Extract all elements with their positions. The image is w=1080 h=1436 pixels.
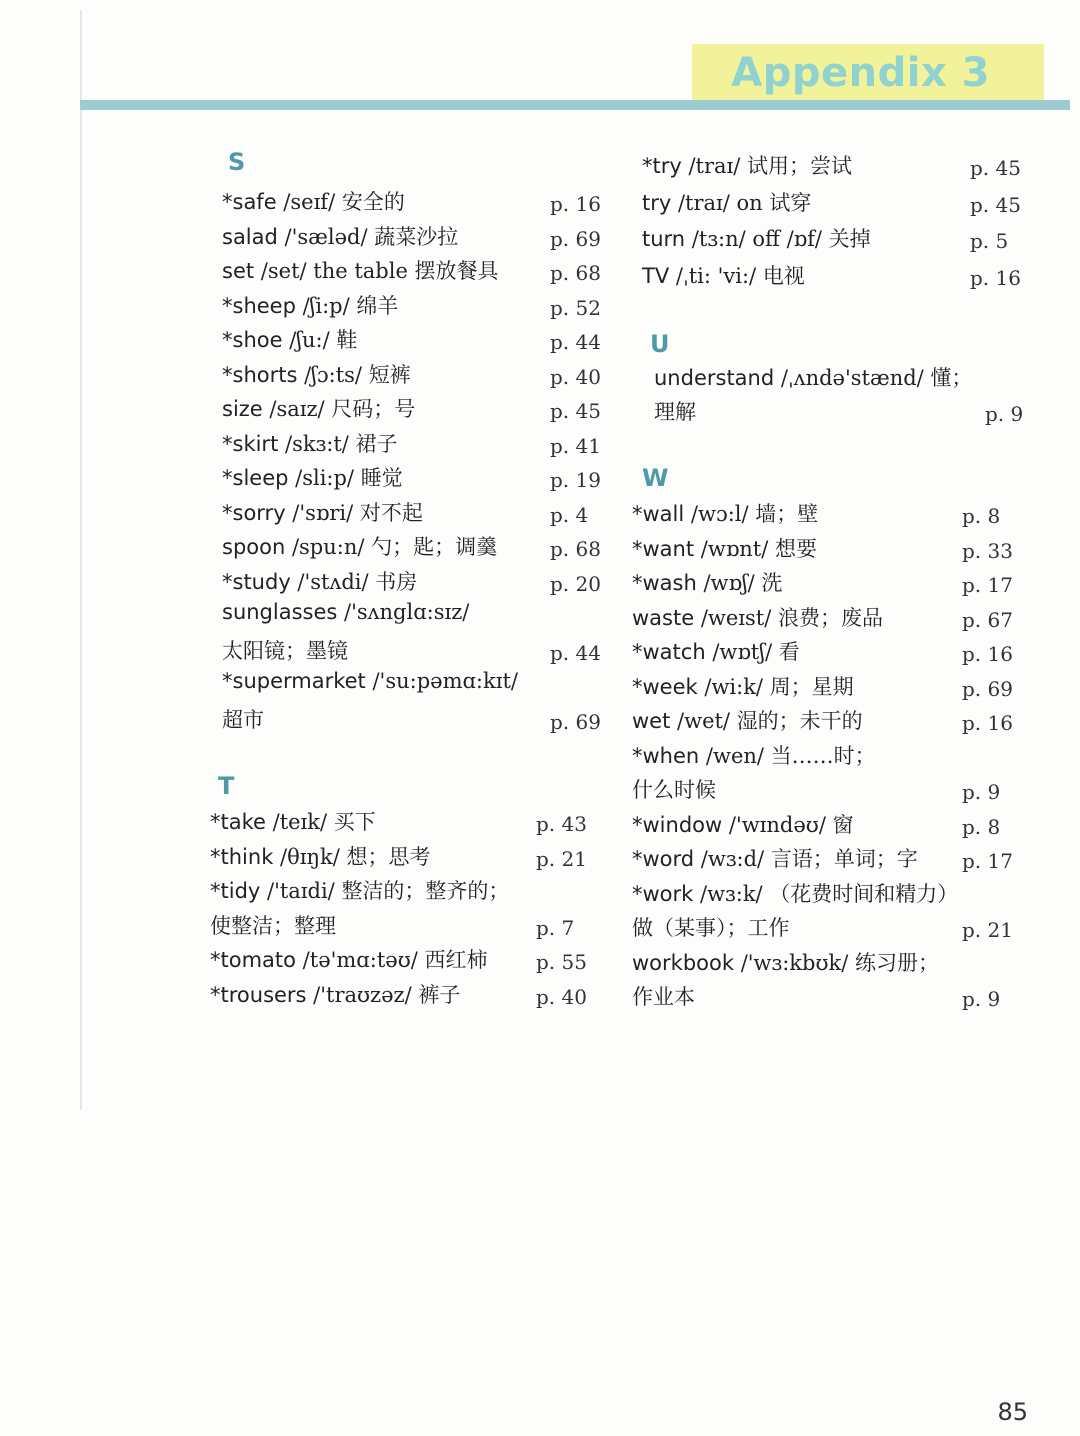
glossary-entry: [222, 221, 458, 251]
entry-phonetic: /spu:n/: [285, 535, 372, 559]
glossary-entry: [632, 878, 958, 908]
entry-meaning: 看: [778, 640, 800, 664]
entry-word: workbook: [632, 950, 735, 975]
entry-page-ref: p. 41: [550, 433, 601, 458]
entry-word: *think: [210, 844, 274, 869]
entry-page-ref: p. 7: [536, 915, 575, 940]
entry-word: *sorry: [222, 500, 286, 525]
entry-meaning: 当……时；: [770, 743, 876, 768]
entry-phonetic: /wɜ:k/: [693, 881, 770, 906]
entry-phonetic: /wɜ:d/: [694, 847, 771, 871]
entry-phonetic: /tɜ:n/: [685, 227, 753, 251]
entry-word: *wash: [632, 571, 697, 595]
entry-page-ref: p. 68: [550, 537, 601, 561]
entry-word: *shoe: [222, 328, 283, 352]
entry-page-ref: p. 9: [985, 402, 1024, 426]
entry-meaning: 蔬菜沙拉: [374, 224, 459, 249]
entry-phonetic: /ʃi:p/: [295, 293, 357, 318]
entry-page-ref: p. 43: [536, 812, 587, 836]
glossary-entry: [222, 635, 348, 665]
entry-meaning: 墙；壁: [755, 502, 819, 526]
entry-phonetic: /wɒtʃ/: [705, 640, 779, 664]
entry-meaning: 什么时候: [632, 778, 716, 802]
entry-meaning: 裤子: [418, 982, 461, 1007]
entry-page-ref: p. 68: [550, 261, 601, 285]
entry-phonetic: /weɪst/: [694, 605, 778, 630]
entry-word: *want: [632, 536, 695, 561]
page-number: 85: [997, 1398, 1028, 1426]
entry-meaning: 鞋: [336, 328, 358, 352]
entry-phonetic: /'sɒri/: [285, 500, 360, 525]
glossary-entry: [642, 260, 805, 290]
section-letter: W: [642, 464, 669, 492]
entry-word: *study: [222, 569, 291, 594]
entry-meaning: 太阳镜；墨镜: [222, 638, 348, 663]
entry-meaning: 使整洁；整理: [210, 913, 336, 938]
entry-phonetic: /'stʌdi/: [290, 569, 376, 594]
glossary-entry: [222, 359, 411, 389]
entry-meaning: 裙子: [355, 431, 398, 456]
entry-meaning: 理解: [654, 400, 696, 424]
glossary-entry: [632, 636, 800, 666]
entry-phonetic: /wet/: [670, 709, 737, 733]
entry-phonetic: /saɪz/: [262, 397, 332, 421]
entry-word: *try: [642, 154, 682, 178]
entry-word: sunglasses: [222, 600, 338, 624]
glossary-entry: [222, 462, 403, 492]
glossary-entry: [632, 705, 863, 735]
entry-meaning: 练习册；: [854, 950, 939, 975]
entry-phonetic: /traɪ/: [671, 190, 737, 215]
entry-phonetic: /ʃu:/: [282, 328, 337, 352]
entry-word: *work: [632, 881, 694, 906]
entry-page-ref: p. 45: [970, 156, 1021, 180]
entry-meaning: 言语；单词；字: [770, 847, 918, 871]
entry-word: try: [642, 190, 672, 215]
entry-page-ref: p. 4: [550, 502, 589, 527]
glossary-entry: [632, 843, 918, 873]
entry-page-ref: p. 45: [970, 192, 1021, 217]
entry-word: *wall: [632, 502, 685, 526]
entry-page-ref: p. 8: [962, 814, 1001, 839]
entry-page-ref: p. 19: [550, 468, 601, 492]
entry-phonetic: /skɜ:t/: [278, 431, 356, 456]
entry-meaning: 买下: [333, 810, 376, 834]
entry-word: set: [222, 259, 255, 283]
entry-meaning: 想；思考: [346, 844, 431, 869]
entry-phonetic: /'su:pəmɑ:kɪt/: [365, 669, 518, 693]
entry-meaning: 书房: [375, 569, 418, 594]
glossary-entry: [632, 774, 716, 804]
entry-phonetic: /'taɪdi/: [260, 879, 342, 903]
entry-phonetic: /θɪŋk/: [273, 844, 347, 869]
entry-phonetic: /wi:k/: [697, 674, 770, 699]
entry-meaning: 湿的；未干的: [736, 709, 863, 733]
header-band: [80, 100, 1070, 110]
entry-word: size: [222, 397, 263, 421]
entry-meaning: 周；星期: [769, 674, 854, 699]
glossary-entry: [642, 187, 811, 217]
glossary-entry: [222, 393, 415, 423]
glossary-entry: [632, 809, 854, 839]
entry-word: *tidy: [210, 879, 261, 903]
entry-meaning: 西红柿: [424, 948, 488, 972]
entry-word: turn: [642, 227, 686, 251]
entry-phonetic: /wen/: [699, 743, 771, 768]
glossary-entry: [654, 362, 972, 392]
entry-word: *safe: [222, 190, 277, 214]
entry-meaning: 对不起: [359, 500, 423, 525]
entry-page-ref: p. 16: [970, 265, 1021, 290]
entry-word: *sleep: [222, 466, 289, 490]
glossary-entry: [632, 740, 876, 770]
entry-meaning: 作业本: [632, 985, 695, 1009]
entry-page-ref: p. 8: [962, 504, 1001, 528]
entry-phonetic: /'sʌnglɑ:sɪz/: [337, 600, 470, 624]
entry-meaning: 绵羊: [356, 293, 399, 318]
entry-meaning: 睡觉: [360, 466, 403, 490]
entry-word: wet: [632, 709, 671, 733]
entry-meaning: 懂；: [930, 366, 973, 390]
glossary-entry: [210, 806, 376, 836]
glossary-entry: [222, 704, 264, 734]
entry-page-ref: p. 21: [962, 918, 1013, 942]
entry-meaning: 想要: [774, 536, 817, 561]
entry-meaning: 浪费；废品: [777, 605, 883, 630]
entry-page-ref: p. 16: [962, 642, 1013, 666]
entry-page-ref: p. 9: [962, 780, 1001, 804]
entry-word: *watch: [632, 640, 706, 664]
entry-word: *window: [632, 812, 723, 837]
entry-phonetic: /seɪf/: [276, 190, 342, 214]
entry-page-ref: p. 69: [962, 676, 1013, 701]
glossary-entry: [222, 497, 423, 527]
entry-word: spoon: [222, 535, 286, 559]
entry-word: *word: [632, 847, 695, 871]
entry-meaning: 做（某事）；工作: [632, 916, 790, 940]
entry-phonetic: /'wɜ:kbʊk/: [734, 950, 855, 975]
entry-meaning: the table 摆放餐具: [313, 259, 499, 283]
entry-meaning: off /ɒf/ 关掉: [752, 227, 871, 251]
entry-page-ref: p. 52: [550, 295, 601, 320]
entry-meaning: 勺；匙；调羹: [371, 535, 498, 559]
entry-phonetic: /'sæləd/: [277, 224, 375, 249]
entry-page-ref: p. 5: [970, 229, 1009, 253]
page-title: Appendix 3: [731, 50, 990, 96]
entry-word: TV: [642, 263, 670, 288]
glossary-entry: [654, 396, 696, 426]
entry-phonetic: /tə'mɑ:təʊ/: [296, 948, 425, 972]
glossary-entry: [222, 531, 497, 561]
entry-word: waste: [632, 605, 695, 630]
entry-page-ref: p. 67: [962, 607, 1013, 632]
entry-page-ref: p. 44: [550, 330, 601, 354]
entry-word: *skirt: [222, 431, 279, 456]
entry-meaning: 安全的: [341, 190, 405, 214]
entry-word: *supermarket: [222, 669, 366, 693]
entry-phonetic: /'wɪndəʊ/: [722, 812, 833, 837]
entry-word: *week: [632, 674, 698, 699]
section-letter: T: [218, 772, 235, 800]
entry-word: *sheep: [222, 293, 296, 318]
glossary-entry: [632, 947, 939, 977]
entry-phonetic: /ˌti: 'vi:/: [669, 263, 763, 288]
entry-phonetic: /ʃɔ:ts/: [297, 362, 369, 387]
entry-page-ref: p. 16: [550, 192, 601, 216]
entry-meaning: 尺码；号: [331, 397, 416, 421]
entry-word: understand: [654, 366, 775, 390]
glossary-entry: [222, 290, 398, 320]
glossary-entry: [222, 566, 417, 596]
glossary-entry: [210, 944, 487, 974]
glossary-entry: [210, 875, 509, 905]
entry-meaning: 洗: [761, 571, 783, 595]
entry-page-ref: p. 16: [962, 711, 1013, 735]
entry-word: salad: [222, 224, 278, 249]
entry-meaning: 超市: [222, 707, 264, 732]
glossary-entry: [632, 981, 695, 1011]
entry-word: *take: [210, 810, 266, 834]
entry-page-ref: p. 69: [550, 226, 601, 251]
entry-page-ref: p. 45: [550, 399, 601, 423]
entry-word: *shorts: [222, 362, 298, 387]
entry-phonetic: /wɒʃ/: [696, 571, 762, 595]
entry-phonetic: /wɔ:l/: [684, 502, 756, 526]
glossary-entry: [210, 979, 460, 1009]
glossary-entry: [222, 428, 398, 458]
entry-phonetic: /traɪ/: [681, 154, 748, 178]
entry-word: *trousers: [210, 982, 307, 1007]
entry-phonetic: /wɒnt/: [694, 536, 775, 561]
entry-phonetic: /'traʊzəz/: [306, 982, 419, 1007]
entry-meaning: （花费时间和精力）: [769, 881, 959, 906]
glossary-entry: [632, 567, 782, 597]
entry-meaning: 电视: [762, 263, 805, 288]
margin-rule: [80, 10, 82, 1110]
entry-page-ref: p. 40: [536, 984, 587, 1009]
entry-meaning: 试用；尝试: [747, 154, 853, 178]
glossary-entry: [222, 186, 405, 216]
entry-page-ref: p. 21: [536, 846, 587, 871]
glossary-entry: [632, 498, 818, 528]
entry-page-ref: p. 44: [550, 640, 601, 665]
entry-word: *tomato: [210, 948, 296, 972]
glossary-entry: [642, 150, 852, 180]
entry-meaning: 短裤: [368, 362, 411, 387]
glossary-entry: [222, 600, 469, 624]
entry-page-ref: p. 33: [962, 538, 1013, 563]
section-letter: S: [228, 148, 246, 176]
entry-page-ref: p. 69: [550, 709, 601, 734]
glossary-entry: [210, 841, 430, 871]
entry-page-ref: p. 17: [962, 573, 1013, 597]
entry-page-ref: p. 17: [962, 849, 1013, 873]
glossary-entry: [632, 671, 854, 701]
glossary-entry: [222, 255, 499, 285]
glossary-entry: [632, 912, 790, 942]
entry-phonetic: /teɪk/: [265, 810, 334, 834]
entry-phonetic: /set/: [254, 259, 314, 283]
entry-word: *when: [632, 743, 700, 768]
glossary-entry: [222, 324, 357, 354]
section-letter: U: [650, 330, 670, 358]
glossary-entry: [632, 533, 817, 563]
entry-page-ref: p. 9: [962, 987, 1001, 1011]
glossary-entry: [210, 910, 336, 940]
entry-meaning: 整洁的；整齐的；: [341, 879, 510, 903]
glossary-entry: [642, 223, 871, 253]
glossary-entry: [222, 669, 518, 693]
entry-meaning: 窗: [832, 812, 854, 837]
entry-page-ref: p. 20: [550, 571, 601, 596]
entry-phonetic: /ˌʌndə'stænd/: [774, 366, 931, 390]
glossary-entry: [632, 602, 883, 632]
entry-page-ref: p. 55: [536, 950, 587, 974]
entry-page-ref: p. 40: [550, 364, 601, 389]
entry-phonetic: /sli:p/: [288, 466, 361, 490]
entry-meaning: on 试穿: [736, 190, 812, 215]
